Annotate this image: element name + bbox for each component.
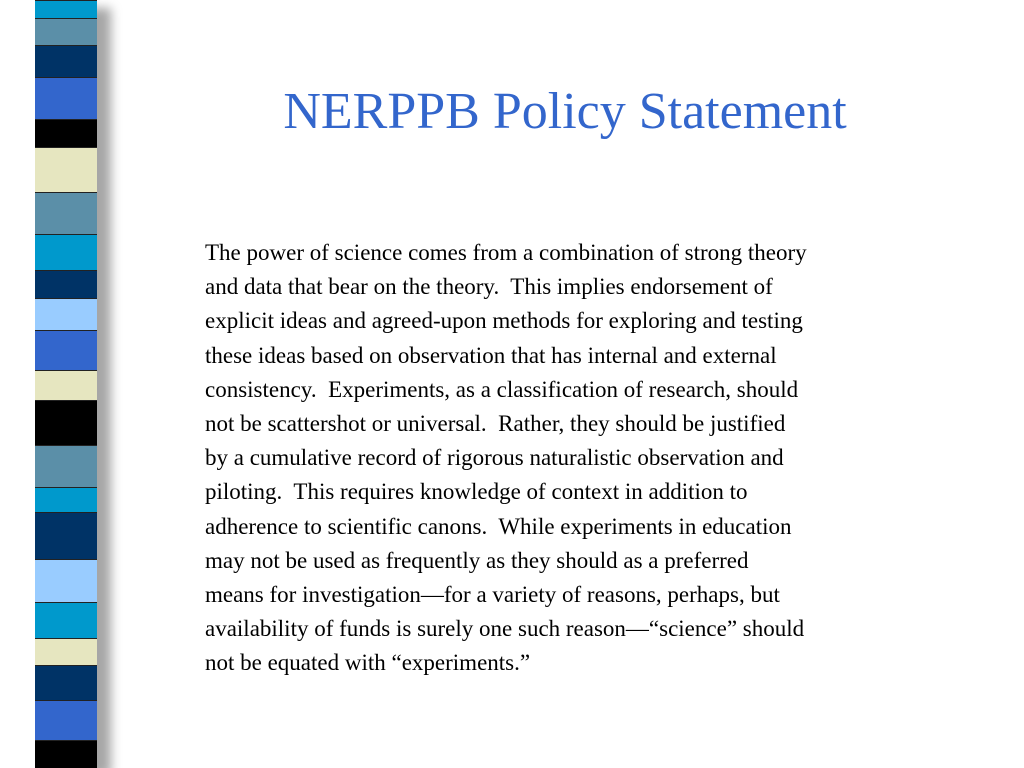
strip-block [35,602,97,638]
strip-block [35,559,97,602]
body-line: The power of science comes from a combination of strong theory [205,240,807,265]
strip-block [35,192,97,234]
strip-block [35,445,97,487]
strip-block [35,0,97,18]
body-line: by a cumulative record of rigorous naturalistic observation and [205,445,784,471]
strip-block [35,119,97,147]
strip-block [35,400,97,445]
strip-block [35,665,97,700]
body-line: not be scattershot or universal. Rather, they should be justified [205,411,786,437]
body-line: not be equated with “experiments.” [205,650,531,676]
body-line: and data that bear on the theory. This implies endorsement of [205,274,773,300]
strip-block [35,45,97,77]
strip-block [35,330,97,370]
strip-block [35,370,97,400]
strip-block [35,298,97,330]
body-line: adherence to scientific canons. While experiments in education [205,513,792,539]
strip-block [35,487,97,512]
strip-block [35,18,97,45]
body-line: these ideas based on observation that has internal and external [205,342,777,368]
decorative-side-strip [35,0,97,768]
strip-block [35,512,97,559]
body-line: piloting. This requires knowledge of context in addition to [205,479,748,505]
strip-block [35,77,97,119]
body-line: consistency. Experiments, as a classification of research, should [205,376,799,402]
strip-block [35,638,97,665]
strip-block [35,147,97,192]
strip-block [35,270,97,298]
body-line: explicit ideas and agreed-upon methods for exploring and testing [205,308,803,334]
strip-block [35,740,97,768]
body-line: may not be used as frequently as they should as a preferred [205,547,749,573]
strip-block [35,700,97,740]
slide-title: NERPPB Policy Statement [283,83,847,140]
strip-block [35,234,97,270]
slide-body-text [205,236,965,681]
body-line: availability of funds is surely one such reason—“science” should [205,616,805,642]
body-line: means for investigation—for a variety of reasons, perhaps, but [205,582,780,608]
